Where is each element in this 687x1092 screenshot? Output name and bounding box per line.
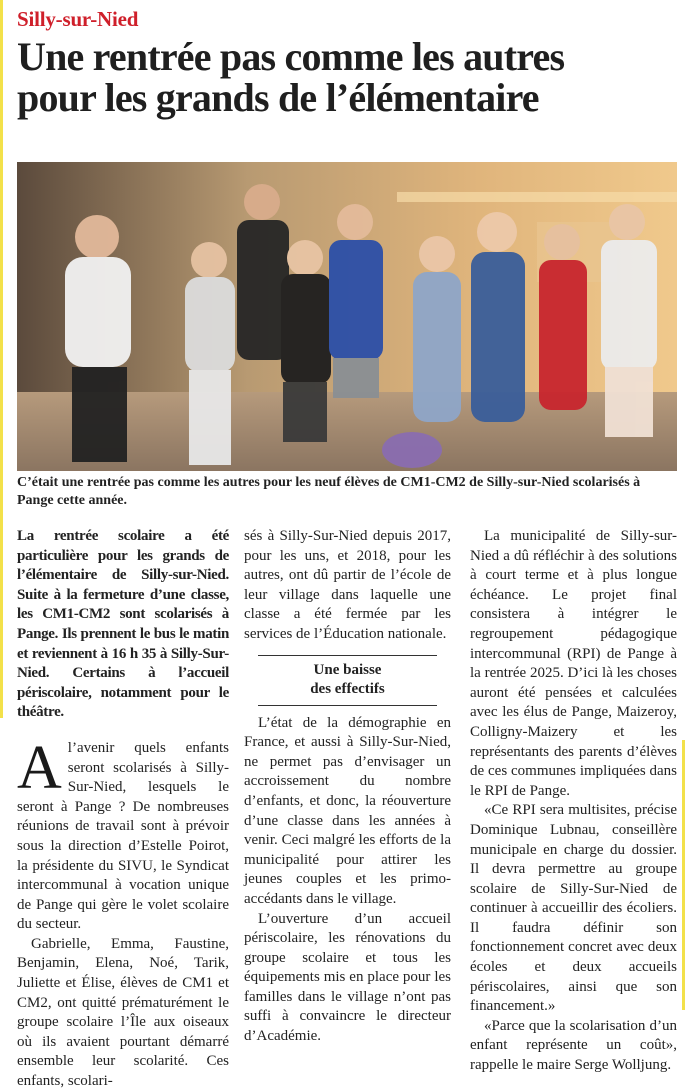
drop-cap: A [17,733,62,802]
article-chapo: La rentrée scolaire a été particulière pour les grands de l’élémentaire de Silly-sur-Nied. Suite à la fermeture d’une classe, les CM1-CM2 sont scolarisés à Pange. Ils prennent le bus le matin et reviennent à 16 h 35 à Silly-Sur-Nied. Certains à l’accueil périscolaire, notamment pour le théâtre. [17,528,229,721]
paragraph-2: Gabrielle, Emma, Faustine, Benjamin, Elena, Noé, Tarik, Juliette et Élise, élèves de CM1 et CM2, ont quitté prématurément le groupe scolaire l’Île aux oiseaux où ils avaient pourtant démarré ensemble leur scolarité. Ces enfants, scolari- [17,935,229,1090]
kicker-location: Silly-sur-Nied [17,7,139,31]
intertitle-line-1: Une baisse [313,661,382,678]
paragraph-5: La municipalité de Silly-sur-Nied a dû réfléchir à des solutions à court terme et à plus longue échéance. Le projet final consistera à intégrer le regroupement pédagogique intercommunal (RPI) de Pange à la rentrée 2025. D’ici là les choses auront été pensées et calculées avec les élus de Pange, Maizeroy, Colligny-Maizery et les représentants des parents d’élèves de ces communes impliquées dans le RPI de Pange. [470,528,678,799]
column-1 [17,527,229,1092]
headline-line-2: pour les grands de l’élémentaire [17,75,539,120]
photo-illustration [17,162,677,471]
article-photo [17,162,677,471]
column-2 [244,527,451,1047]
paragraph-2-continued: sés à Silly-Sur-Nied depuis 2017, pour les uns, et 2018, pour les autres, ont dû partir de l’école de leur village dans laquelle une classe a été fermée par les services de l’Éducation nationale. [244,528,451,642]
accent-edge-right [682,740,685,1010]
paragraph-7: «Parce que la scolarisation d’un enfant représente un coût», rappelle le maire Serge Wolljung. [470,1017,677,1074]
paragraph-6: «Ce RPI sera multisites, précise Dominique Lubnau, conseillère municipale en charge du dossier. Il devra permettre au groupe scolaire de Silly-Sur-Nied de continuer à accueillir des écoliers. Il faudra définir son fonctionnement concret avec deux écoles et deux accueils périscolaires, ainsi que son financement.» [470,802,677,1015]
paragraph-1 [17,733,229,935]
headline-line-1: Une rentrée pas comme les autres [17,34,565,79]
paragraph-1-text: l’avenir quels enfants seront scolarisés à Silly-Sur-Nied, lesquels le seront à Pange ? De nombreuses réunions de travail sont à prévoir sous la direction d’Estelle Poirot, la présidente du SIVU, le Syndicat intercommunal à vocation unique de Pange qui gère le volet scolaire du secteur. [17,739,229,933]
article-headline [17,36,685,118]
intertitle [258,655,437,706]
intertitle-line-2: des effectifs [310,680,385,697]
photo-caption: C’était une rentrée pas comme les autres pour les neuf élèves de CM1-CM2 de Silly-sur-Nied scolarisés à Pange cette année. [17,475,641,508]
accent-edge-top [0,0,3,718]
column-3 [470,527,677,1076]
paragraph-3: L’état de la démographie en France, et aussi à Silly-Sur-Nied, ne permet pas d’envisager un accroissement du nombre d’enfants, et donc, la réouverture d’une classe dans les années à venir. Ceci malgré les efforts de la municipalité pour attirer les jeunes couples et les primo-accédants dans le village. [244,714,451,907]
paragraph-4: L’ouverture d’un accueil périscolaire, les rénovations du groupe scolaire et tous les équipements mis en place pour les familles dans le village n’ont pas suffi à convaincre le directeur d’Académie. [244,910,451,1045]
